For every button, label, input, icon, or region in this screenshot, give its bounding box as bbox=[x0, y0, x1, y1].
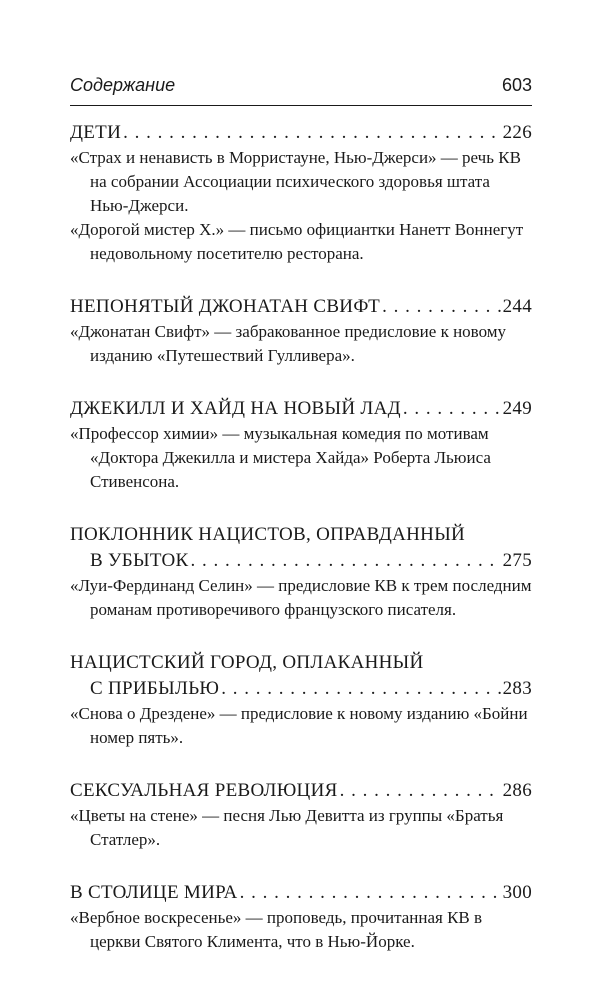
toc-entry-title-row bbox=[70, 548, 532, 574]
dot-leader bbox=[191, 548, 501, 574]
toc-entry-title-line1: ПОКЛОННИК НАЦИСТОВ, ОПРАВДАННЫЙ bbox=[70, 524, 466, 545]
toc-entry-title: В СТОЛИЦЕ МИРА bbox=[70, 882, 238, 903]
toc-entry-page: 283 bbox=[502, 678, 532, 699]
toc-entry-description: «Вербное воскресенье» — проповедь, прочитанная КВ в церкви Святого Климента, что в Нью-Йорке. bbox=[70, 908, 483, 951]
toc-entry-page: 244 bbox=[502, 296, 532, 317]
toc-entry-title-row bbox=[70, 880, 532, 906]
toc-entry-description: «Цветы на стене» — песня Лью Девитта из группы «Братья Статлер». bbox=[70, 806, 504, 849]
header-rule bbox=[70, 105, 532, 106]
toc-entry-title-block bbox=[70, 650, 532, 702]
toc-entry-revolution bbox=[70, 778, 532, 852]
toc-entry-title-row bbox=[70, 778, 532, 804]
toc-entry-title: НЕПОНЯТЫЙ ДЖОНАТАН СВИФТ bbox=[70, 296, 381, 317]
toc-entry-title-line2: С ПРИБЫЛЬЮ bbox=[90, 678, 220, 699]
table-of-contents bbox=[70, 120, 532, 954]
dot-leader bbox=[403, 396, 501, 422]
toc-entry-title: ДЖЕКИЛЛ И ХАЙД НА НОВЫЙ ЛАД bbox=[70, 398, 401, 419]
toc-entry-title-row bbox=[70, 294, 532, 320]
toc-entry-page: 249 bbox=[502, 398, 532, 419]
toc-entry-title-row bbox=[70, 396, 532, 422]
book-page bbox=[70, 75, 532, 982]
toc-entry-description: «Луи-Фердинанд Селин» — предисловие КВ к трем последним романам противоречивого французского писателя. bbox=[70, 576, 532, 619]
page-number: 603 bbox=[501, 75, 532, 95]
toc-entry-title-block bbox=[70, 522, 532, 574]
toc-entry-jekyll bbox=[70, 396, 532, 494]
toc-entry-deti bbox=[70, 120, 532, 266]
toc-entry-description: «Страх и ненависть в Морристауне, Нью-Джерси» — речь КВ на собрании Ассоциации психического здоровья штата Нью-Джерси. bbox=[70, 148, 521, 215]
toc-entry-dresden bbox=[70, 650, 532, 750]
toc-entry-description: «Профессор химии» — музыкальная комедия по мотивам «Доктора Джекилла и мистера Хайда» Роберта Льюиса Стивенсона. bbox=[70, 424, 491, 491]
toc-entry-page: 286 bbox=[502, 780, 532, 801]
toc-entry-swift bbox=[70, 294, 532, 368]
toc-entry-description: «Дорогой мистер Х.» — письмо официантки Нанетт Воннегут недовольному посетителю ресторана. bbox=[70, 220, 524, 263]
toc-entry-description: «Снова о Дрездене» — предисловие к новому изданию «Бойни номер пять». bbox=[70, 704, 528, 747]
toc-entry-title-row bbox=[70, 676, 532, 702]
dot-leader bbox=[240, 880, 501, 906]
toc-entry-page: 275 bbox=[502, 550, 532, 571]
toc-entry-description: «Джонатан Свифт» — забракованное предисловие к новому изданию «Путешествий Гулливера». bbox=[70, 322, 507, 365]
running-header bbox=[70, 75, 532, 101]
toc-entry-celine bbox=[70, 522, 532, 622]
toc-entry-title-line2: В УБЫТОК bbox=[90, 550, 189, 571]
toc-entry-capital bbox=[70, 880, 532, 954]
dot-leader bbox=[340, 778, 501, 804]
toc-entry-title: СЕКСУАЛЬНАЯ РЕВОЛЮЦИЯ bbox=[70, 780, 338, 801]
dot-leader bbox=[221, 676, 500, 702]
dot-leader bbox=[123, 120, 501, 146]
toc-entry-title: ДЕТИ bbox=[70, 122, 122, 143]
toc-entry-title-line1: НАЦИСТСКИЙ ГОРОД, ОПЛАКАННЫЙ bbox=[70, 652, 424, 673]
toc-entry-page: 300 bbox=[502, 882, 532, 903]
dot-leader bbox=[382, 294, 501, 320]
toc-entry-title-row bbox=[70, 120, 532, 146]
running-title: Содержание bbox=[70, 75, 176, 95]
toc-entry-page: 226 bbox=[502, 122, 532, 143]
